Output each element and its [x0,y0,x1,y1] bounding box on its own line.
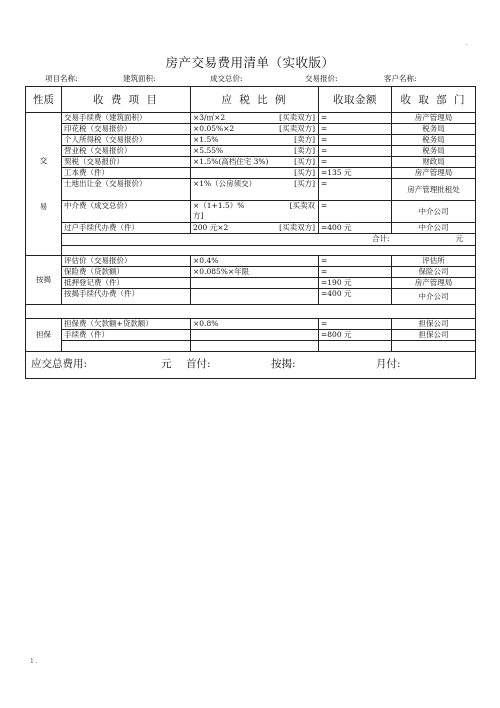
amount-cell: =190 元 [319,278,392,289]
amount-cell: = [319,124,392,135]
blank-cell [26,305,476,319]
dept-cell: 房产管理批租处 [392,179,476,201]
fee-table [25,86,476,379]
table-row [26,168,476,179]
rate-cell: ×1.5%(高档住宅 3%) [买方] [191,157,319,168]
dept-cell: 税务局 [392,135,476,146]
rate-cell: [买方] [191,168,319,179]
table-row [26,223,476,234]
dept-cell: 房产管理局 [392,113,476,124]
corner-mark: · [466,42,468,49]
rate-cell: 200 元×2 [买卖双方] [191,223,319,234]
blank-row [26,246,476,256]
mortgage-label: 按揭: [271,358,296,370]
monthly-payment-label: 月付: [376,358,401,370]
rate-cell: ×1.5% [卖方] [191,135,319,146]
page-number: 1 . [30,658,38,665]
rate-cell [191,278,319,289]
page-title: 房产交易费用清单（实收版） [165,55,335,70]
item-cell: 交易手续费（建筑面积） [62,113,191,124]
meta-area: 建筑面积: [123,74,156,83]
dept-cell: 财政局 [392,157,476,168]
total-cell [26,352,476,379]
rate-cell: ×1%（公房须交） [买方] [191,179,319,201]
header-row [26,87,476,113]
dept-cell: 中介公司 [392,223,476,234]
item-cell: 过户手续代办费（件） [62,223,191,234]
amount-cell: = [319,157,392,168]
dept-cell: 中介公司 [392,289,476,305]
table-row [26,135,476,146]
total-yuan: 元 [161,358,172,370]
amount-cell: =400 元 [319,289,392,305]
meta-client: 客户名称: [384,74,417,83]
header-nature: 性质 [26,87,62,113]
item-cell: 手续费（件） [62,330,191,341]
header-dept: 收 取 部 门 [392,87,476,113]
item-cell [62,341,191,352]
amount-cell: =135 元 [319,168,392,179]
meta-project: 项目名称: [45,74,78,83]
rate-cell: ×0.4% [191,256,319,267]
dept-cell: 评估所 [392,256,476,267]
amount-cell: = [319,201,392,223]
item-cell: 评估价（交易报价） [62,256,191,267]
table-row [26,289,476,305]
table-row [26,256,476,267]
dept-cell: 担保公司 [392,330,476,341]
table-row [26,124,476,135]
item-cell: 工本费（件） [62,168,191,179]
amount-cell: = [319,256,392,267]
table-row [26,330,476,341]
item-cell: 抵押登记费（件） [62,278,191,289]
item-cell: 保险费（贷款额） [62,267,191,278]
section-mortgage: 按揭 [26,256,62,305]
amount-cell: = [319,146,392,157]
rate-cell: ×5.55% [卖方] [191,146,319,157]
section-guarantee: 担保 [26,319,62,352]
table-row [26,278,476,289]
table-row [26,319,476,330]
total-row [26,352,476,379]
table-row [26,146,476,157]
subtotal-cell [62,234,476,246]
amount-cell: = [319,113,392,124]
down-payment-label: 首付: [186,358,211,370]
table-row [26,341,476,352]
rate-cell: ×0.8% [191,319,319,330]
meta-trade-price: 交易报价: [305,74,338,83]
rate-cell [191,330,319,341]
item-cell: 按揭手续代办费（件） [62,289,191,305]
table-row [26,157,476,168]
item-cell: 印花税（交易报价） [62,124,191,135]
meta-line [0,73,500,85]
dept-cell [392,341,476,352]
blank-row [26,305,476,319]
subtotal-label: 合计: [372,234,390,243]
rate-cell: ×（1+1.5）% [买卖双 方] [191,201,319,223]
rate-cell [191,289,319,305]
item-cell: 土地出让金（交易报价） [62,179,191,201]
dept-cell: 房产管理局 [392,278,476,289]
blank-cell [62,246,476,256]
section-trade: 交 易 [26,113,62,256]
subtotal-unit: 元 [455,234,463,243]
item-cell: 担保费（欠款额+贷款额） [62,319,191,330]
item-cell: 营业税（交易报价） [62,146,191,157]
header-amount: 收取金额 [319,87,392,113]
table-row [26,267,476,278]
item-cell: 契税（交易报价） [62,157,191,168]
amount-cell: = [319,267,392,278]
table-row [26,179,476,201]
item-cell: 中介费（成交总价） [62,201,191,223]
item-cell: 个人所得税（交易报价） [62,135,191,146]
amount-cell: = [319,135,392,146]
dept-cell: 保险公司 [392,267,476,278]
dept-cell: 税务局 [392,124,476,135]
header-item: 收 费 项 目 [62,87,191,113]
subtotal-row [26,234,476,246]
amount-cell: = [319,179,392,201]
header-rate: 应 税 比 例 [191,87,319,113]
dept-cell: 税务局 [392,146,476,157]
rate-cell [191,341,319,352]
dept-cell: 房产管理局 [392,168,476,179]
meta-price: 成交总价: [210,74,243,83]
rate-cell: ×0.085%×年限 [191,267,319,278]
rate-cell: ×3/㎡×2 [买卖双方] [191,113,319,124]
rate-cell: ×0.05%×2 [买卖双方] [191,124,319,135]
amount-cell: = [319,319,392,330]
table-row [26,201,476,223]
table-row [26,113,476,124]
total-label: 应交总费用: [31,358,88,370]
dept-cell: 中介公司 [392,201,476,223]
amount-cell [319,341,392,352]
amount-cell: =800 元 [319,330,392,341]
amount-cell: =400 元 [319,223,392,234]
dept-cell: 担保公司 [392,319,476,330]
